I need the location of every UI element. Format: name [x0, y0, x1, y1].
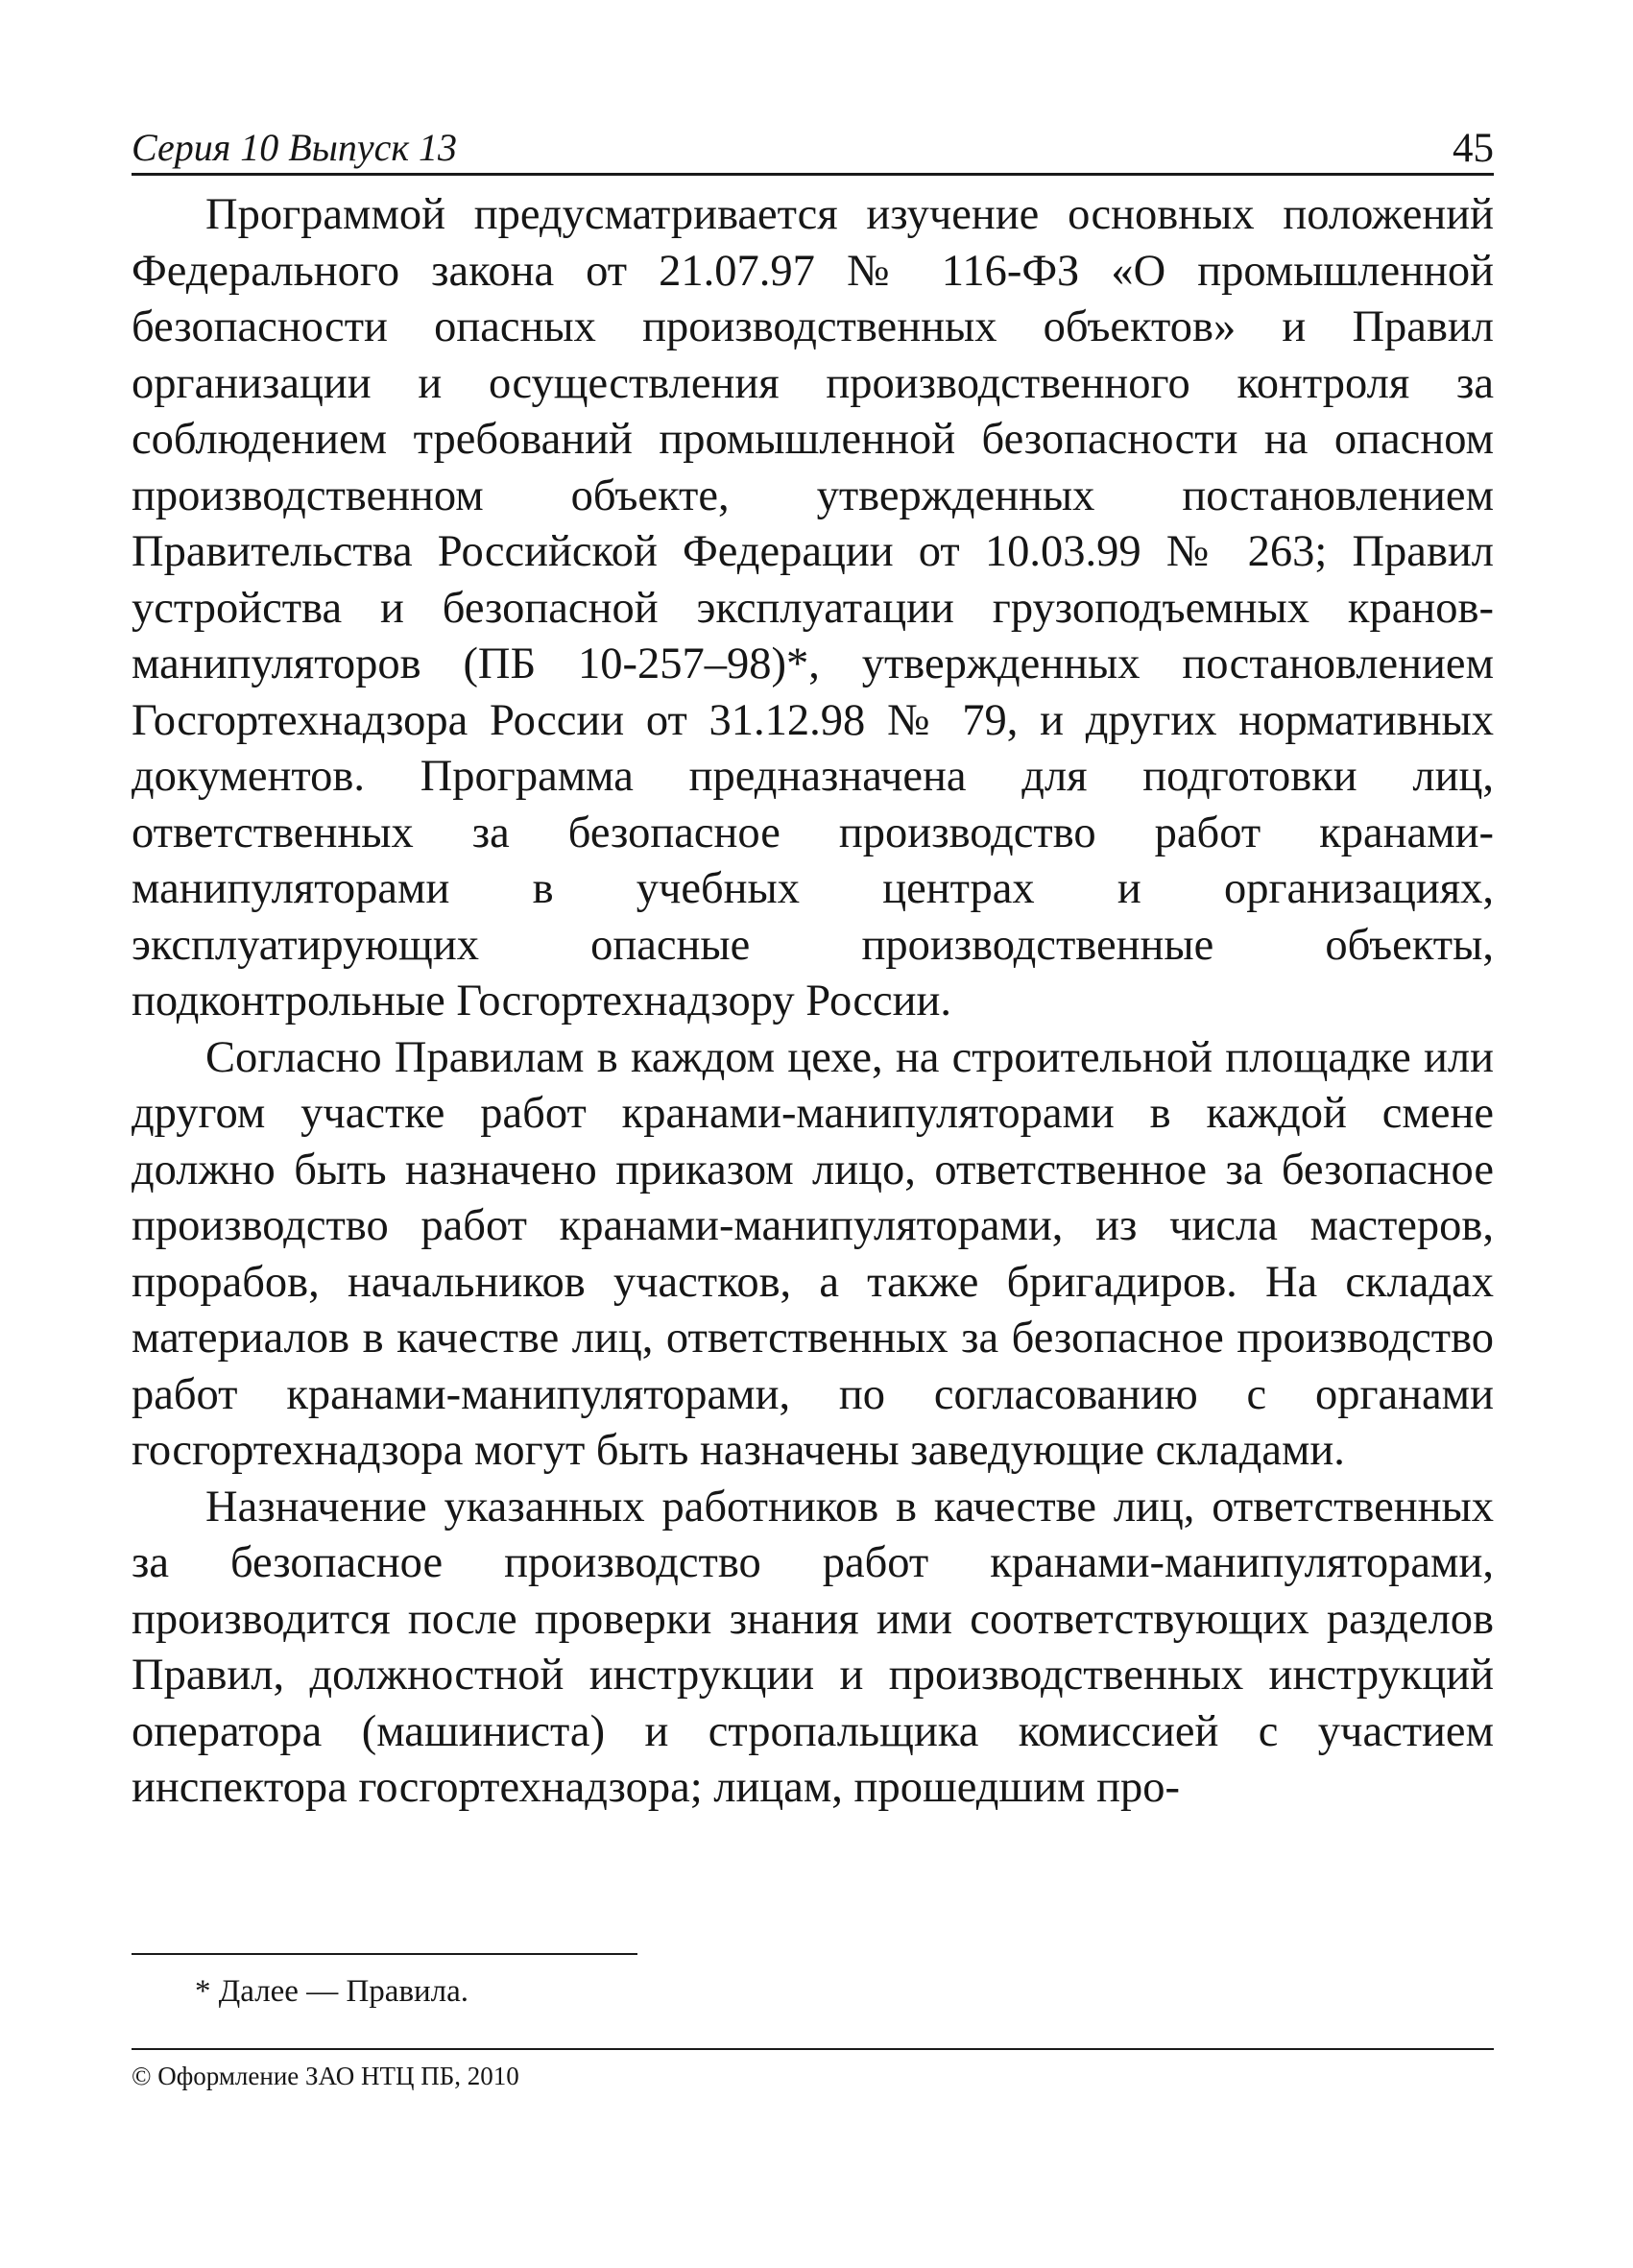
series-title: Серия 10 Выпуск 13 — [132, 126, 458, 169]
copyright-divider — [132, 2048, 1494, 2050]
paragraph-appointment: Назначение указанных работников в качестве лиц, ответственных за безопасное производство работ кранами-манипуляторами, производится после проверки знания ими соответствующих разделов Правил, должностной инструкции и производственных инструкций оператора (машиниста) и стропальщика комиссией с участием инспектора госгортехнадзора; лицам, прошедшим про- — [132, 1482, 1494, 1812]
paragraph-responsible-person: Согласно Правилам в каждом цехе, на строительной площадке или другом участке работ кранами-манипуляторами в каждой смене должно быть назначено приказом лицо, ответственное за безопасное производство работ кранами-манипуляторами, из числа мастеров, прорабов, начальников участков, а также бригадиров. На складах материалов в качестве лиц, ответственных за безопасное производство работ кранами-манипуляторами, по согласованию с органами госгортехнадзора могут быть назначены заведующие складами. — [132, 1032, 1494, 1475]
paragraph-program-description: Программой предусматривается изучение основных положений Федерального закона от 21.07.97 № 116-ФЗ «О промышленной безопасности опасных производственных объектов» и Правил организации и осуществления производственного контроля за соблюдением требований промышленной безопасности на опасном производственном объекте, утвержденных постановлением Правительства Российской Федерации от 10.03.99 № 263; Правил устройства и безопасной эксплуатации грузоподъемных кранов-манипуляторов (ПБ 10-257–98)*, утвержденных постановлением Госгортехнадзора России от 31.12.98 № 79, и других нормативных документов. Программа предназначена для подготовки лиц, ответственных за безопасное производство работ кранами-манипуляторами в учебных центрах и организациях, эксплуатирующих опасные производственные объекты, подконтрольные Госгортехнадзору России. — [132, 190, 1494, 1025]
footnote-divider — [132, 1953, 637, 1955]
copyright-notice: © Оформление ЗАО НТЦ ПБ, 2010 — [132, 2062, 519, 2090]
body-text — [132, 187, 1494, 1817]
footnote: * Далее — Правила. — [195, 1974, 469, 2009]
running-header — [132, 113, 1494, 176]
page-number: 45 — [1453, 126, 1494, 171]
